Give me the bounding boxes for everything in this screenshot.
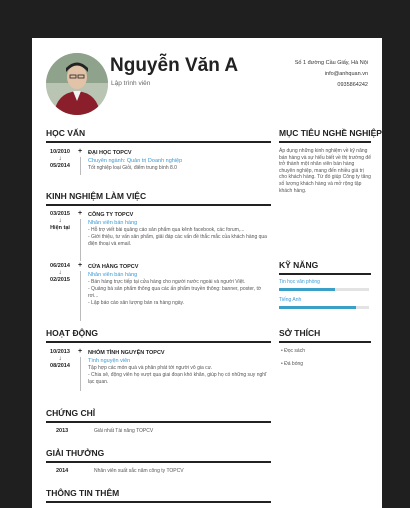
entry-description-line: Tập hợp các món quà và phân phát tới người vô gia cư. xyxy=(88,365,213,371)
education-entry xyxy=(46,149,271,177)
objective-text: Áp dụng những kinh nghiệm về kỹ năng bán hàng và sự hiểu biết về thị trường để trở thành một nhân viên bán hàng chuyên nghiệp, mang đến nhiều giá trị cho khách hàng. Từ đó giúp Công ty tăng số lượng khách hàng và mở rộng tập khách hàng. xyxy=(279,148,371,194)
end-date: 08/2014 xyxy=(50,363,70,369)
skill-label: Tin học văn phòng xyxy=(279,279,320,285)
arrow-down-icon: ↓ xyxy=(58,218,62,224)
section-divider xyxy=(46,204,271,206)
organization-name: CỬA HÀNG TOPCV xyxy=(88,264,139,270)
entry-body xyxy=(88,149,268,172)
entry-description-line: - Hỗ trợ viết bài quảng cáo sản phẩm qua kênh facebook, các forum,... xyxy=(88,227,245,233)
section-title-hobbies: SỞ THÍCH xyxy=(279,328,321,338)
contact-info xyxy=(295,58,368,91)
plus-icon: + xyxy=(78,262,83,269)
entry-description-line: - Lập báo cáo sản lượng bán ra hàng ngày. xyxy=(88,300,185,306)
skill-bar xyxy=(279,288,369,291)
section-divider xyxy=(279,141,371,143)
plus-icon: + xyxy=(78,210,83,217)
entry-description-line: - Quảng bá sản phẩm thông qua các ấn phẩm truyền thông: banner, poster, tờ rơi... xyxy=(88,286,262,299)
arrow-down-icon: ↓ xyxy=(58,156,62,162)
organization-name: NHÓM TÌNH NGUYỆN TOPCV xyxy=(88,350,165,356)
skill-bar xyxy=(279,306,369,309)
section-title-skills: KỸ NĂNG xyxy=(279,260,319,270)
award-year: 2014 xyxy=(56,468,69,474)
end-date: 02/2015 xyxy=(50,277,70,283)
job-title: Lập trình viên xyxy=(111,80,151,87)
entry-dates xyxy=(46,149,74,170)
organization-name: CÔNG TY TOPCV xyxy=(88,212,134,218)
role-text: Tình nguyện viên xyxy=(88,358,131,364)
start-date: 10/2013 xyxy=(50,349,70,355)
phone-text: 0935864242 xyxy=(337,82,368,88)
entry-description-line: - Chia sẻ, động viên họ vượt qua giai đoạn khó khăn, giúp họ có những suy nghĩ lạc quan. xyxy=(88,372,267,385)
role-text: Nhân viên bán hàng xyxy=(88,220,138,226)
timeline-line xyxy=(80,157,81,175)
hobby-item: • Đá bóng xyxy=(281,361,304,367)
section-divider xyxy=(46,501,271,503)
avatar xyxy=(46,53,108,115)
timeline-line xyxy=(80,271,81,321)
hobby-item: • Đọc sách xyxy=(281,348,305,354)
hobby-text: Đá bóng xyxy=(284,361,304,367)
entry-dates xyxy=(46,211,74,232)
section-divider xyxy=(279,341,371,343)
timeline-line xyxy=(80,357,81,391)
entry-description-line: - Bán hàng trực tiếp tại cửa hàng cho người nước ngoài và người Việt. xyxy=(88,279,246,285)
section-title-more-info: THÔNG TIN THÊM xyxy=(46,488,120,498)
arrow-down-icon: ↓ xyxy=(58,270,62,276)
entry-body xyxy=(88,349,268,386)
activity-entry xyxy=(46,349,271,393)
entry-description-line: - Giới thiệu, tư vấn sản phẩm, giải đáp các vấn đề thắc mắc của khách hàng qua điện thoại và email. xyxy=(88,234,267,247)
section-divider xyxy=(46,461,271,463)
experience-entry xyxy=(46,211,271,263)
start-date: 03/2015 xyxy=(50,211,70,217)
start-date: 06/2014 xyxy=(50,263,70,269)
section-divider xyxy=(46,341,271,343)
address-text: Số 1 đường Cầu Giấy, Hà Nội xyxy=(294,60,368,66)
entry-description: Tốt nghiệp loại Giỏi, điểm trung bình 8.0 xyxy=(88,165,177,171)
section-title-education: HỌC VẤN xyxy=(46,128,86,138)
certificate-text: Giải nhất Tài năng TOPCV xyxy=(94,428,154,434)
plus-icon: + xyxy=(78,348,83,355)
plus-icon: + xyxy=(78,148,83,155)
section-title-activities: HOẠT ĐỘNG xyxy=(46,328,98,338)
section-title-awards: GIẢI THƯỞNG xyxy=(46,448,105,458)
hobby-text: Đọc sách xyxy=(284,348,305,354)
role-text: Chuyên ngành: Quản trị Doanh nghiệp xyxy=(88,158,183,164)
section-title-certificates: CHỨNG CHỈ xyxy=(46,408,96,418)
section-divider xyxy=(46,421,271,423)
timeline-line xyxy=(80,219,81,261)
entry-body xyxy=(88,263,268,307)
award-text: Nhân viên xuất sắc năm công ty TOPCV xyxy=(94,468,184,474)
section-divider xyxy=(279,273,371,275)
entry-dates xyxy=(46,263,74,284)
organization-name: ĐẠI HỌC TOPCV xyxy=(88,150,132,156)
arrow-down-icon: ↓ xyxy=(58,356,62,362)
entry-body xyxy=(88,211,268,248)
avatar-photo-icon xyxy=(46,53,108,115)
candidate-name: Nguyễn Văn A xyxy=(110,55,239,76)
skill-bar-fill xyxy=(279,306,356,309)
email-text: info@anhquan.vn xyxy=(324,71,368,77)
role-text: Nhân viên bán hàng xyxy=(88,272,138,278)
resume-page xyxy=(32,38,382,508)
section-divider xyxy=(46,141,271,143)
skill-label: Tiếng Anh xyxy=(279,297,302,303)
experience-entry xyxy=(46,263,271,323)
certificate-year: 2013 xyxy=(56,428,69,434)
end-date: Hiện tại xyxy=(50,225,70,231)
skill-bar-fill xyxy=(279,288,335,291)
end-date: 05/2014 xyxy=(50,163,70,169)
entry-dates xyxy=(46,349,74,370)
section-title-objective: MỤC TIÊU NGHỀ NGHIỆP xyxy=(279,128,382,138)
section-title-experience: KINH NGHIỆM LÀM VIỆC xyxy=(46,191,147,201)
start-date: 10/2010 xyxy=(50,149,70,155)
